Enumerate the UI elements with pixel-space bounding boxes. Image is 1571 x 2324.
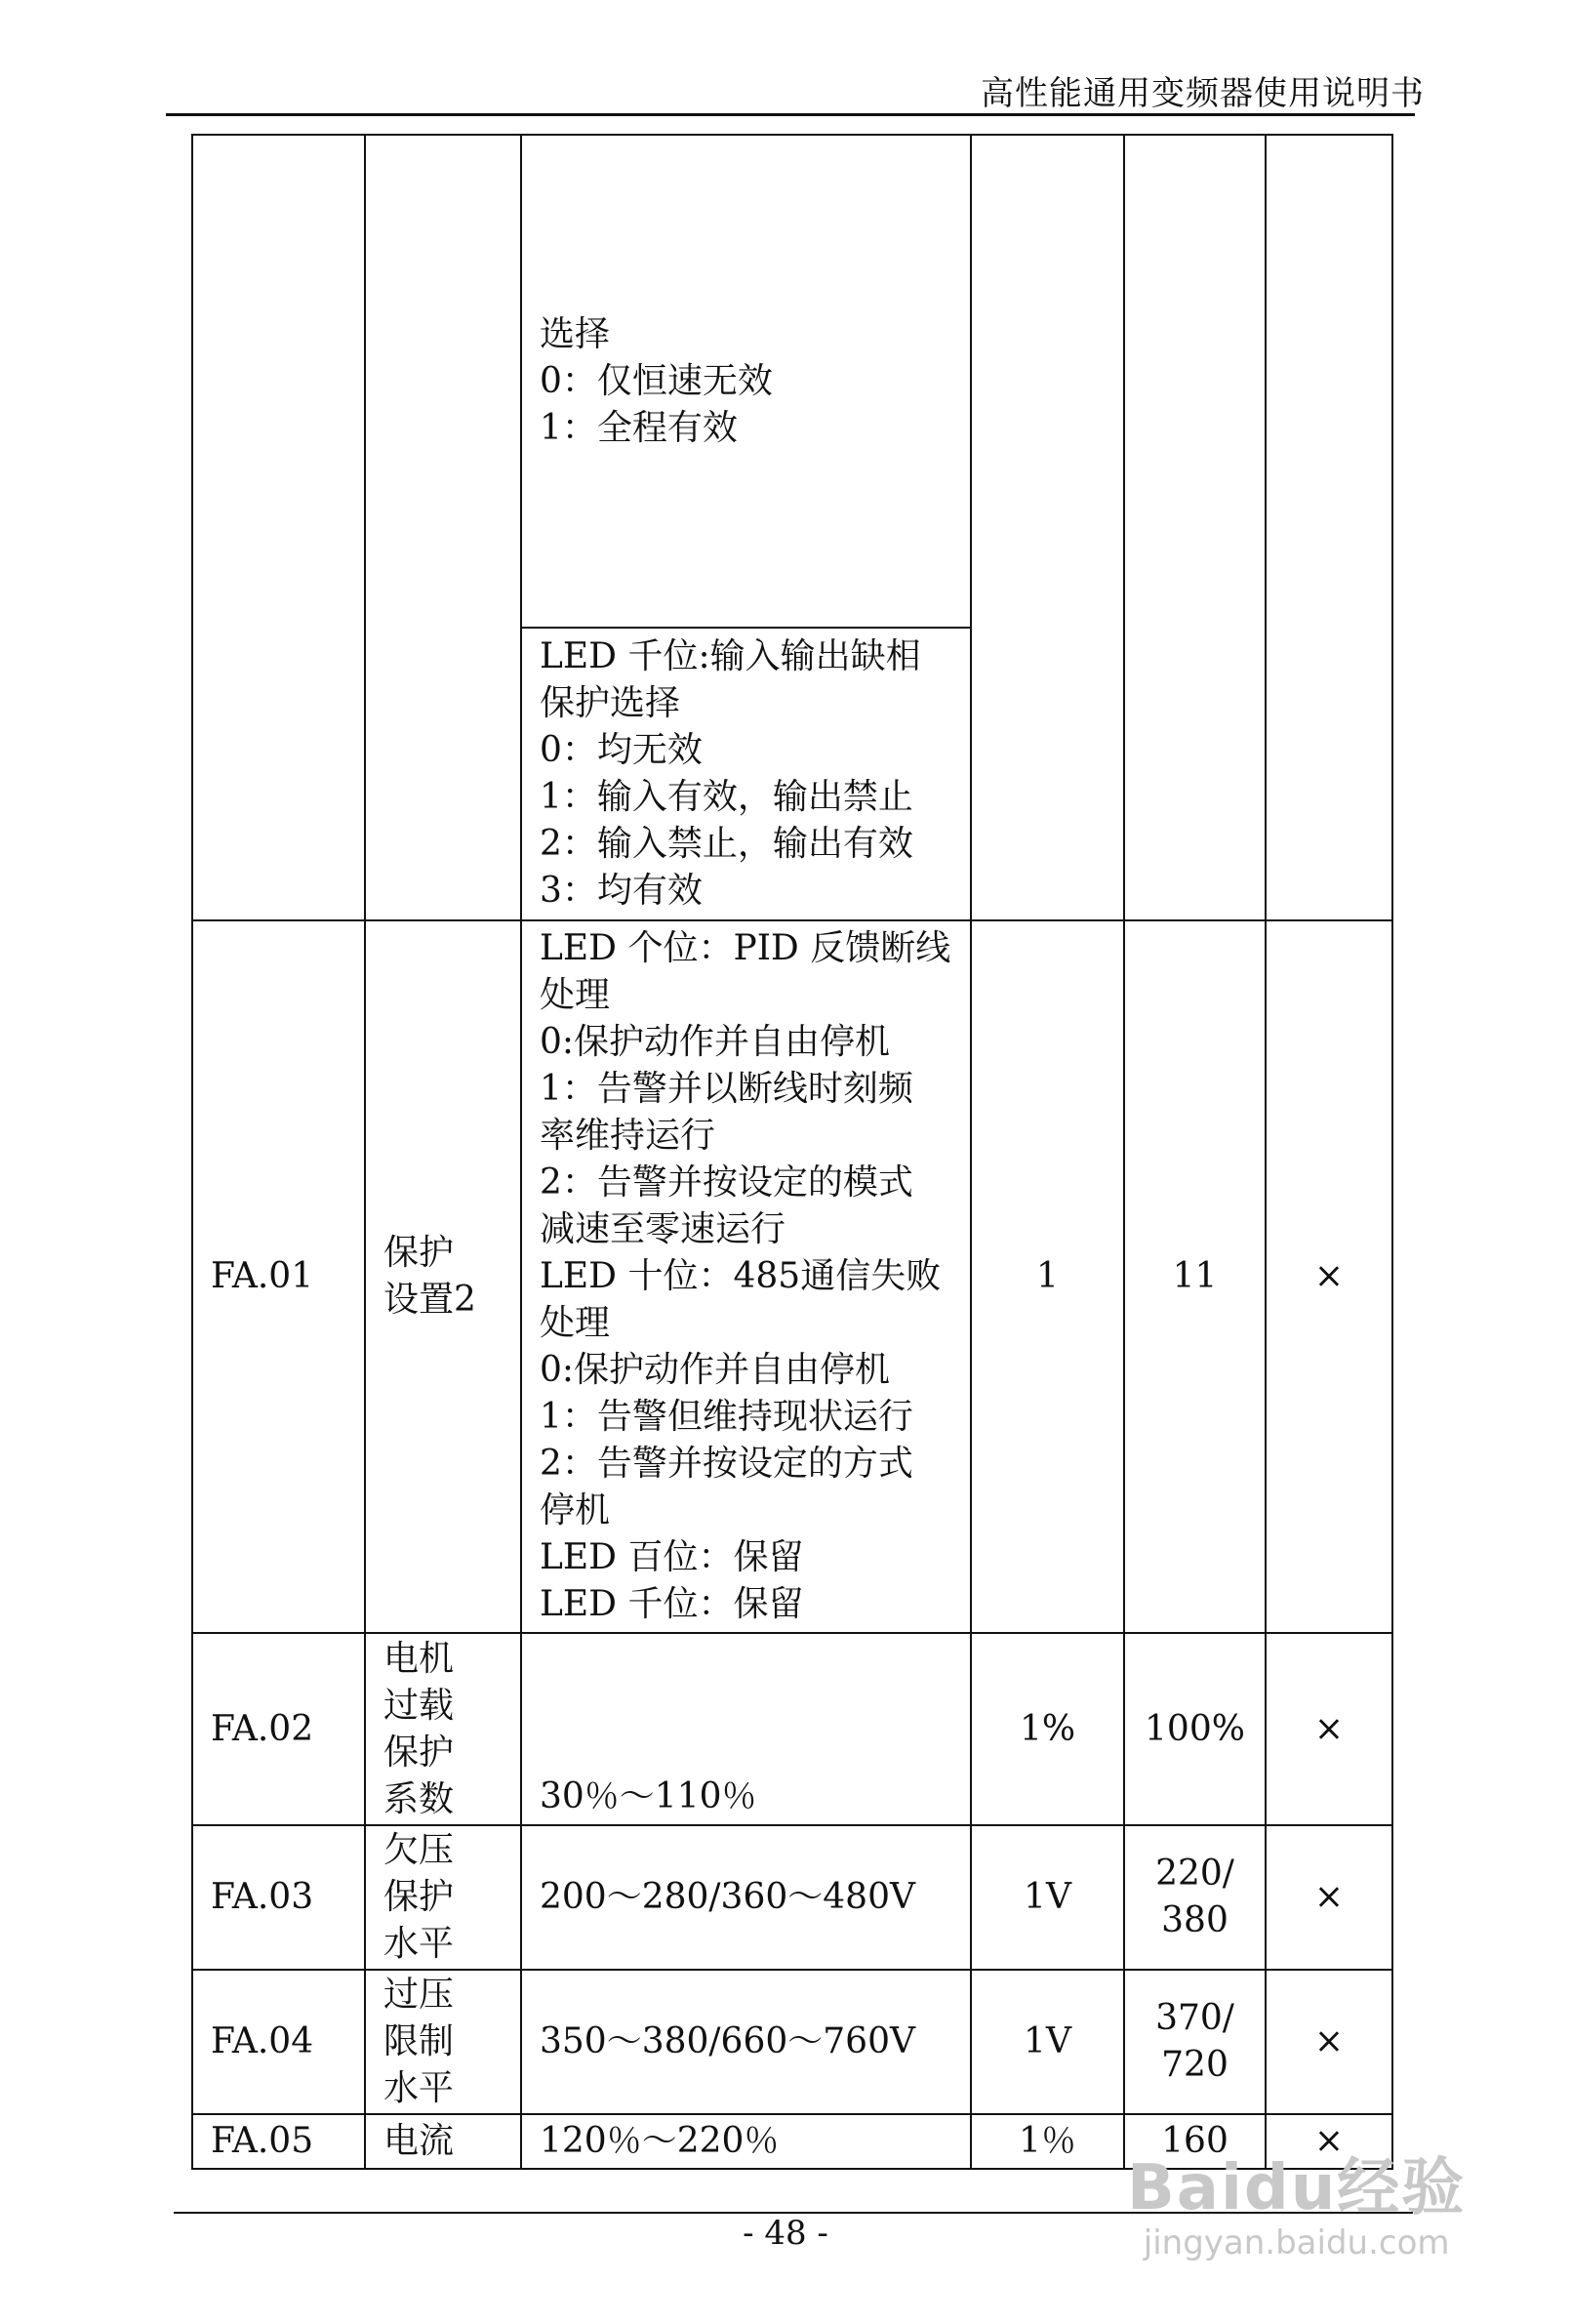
desc-line: LED 千位：保留	[540, 1584, 804, 1624]
desc-line: 处理	[540, 1303, 611, 1343]
name-line: 水平	[383, 1924, 455, 1964]
document-header-title: 高性能通用变频器使用说明书	[981, 74, 1425, 113]
factory-default-cell	[1124, 920, 1266, 1633]
desc-line: 120％～220％	[540, 2121, 780, 2161]
function-code-cell: FA.03	[192, 1825, 365, 1970]
desc-line: 处理	[540, 975, 611, 1015]
min-unit-cell	[971, 135, 1124, 920]
name-line: 水平	[383, 2068, 455, 2108]
modify-cell: ×	[1266, 1825, 1392, 1970]
desc-line: 停机	[540, 1490, 611, 1530]
setting-range-cell	[521, 2114, 971, 2169]
setting-range-cell	[521, 135, 971, 628]
min-unit-cell: 1V	[971, 1970, 1124, 2114]
table-row	[192, 135, 1392, 628]
desc-line: LED 个位：PID 反馈断线	[540, 928, 951, 968]
name-line: 保护	[383, 1877, 455, 1917]
desc-line: 0：均无效	[540, 730, 703, 770]
desc-line: 350～380/660～760V	[540, 2021, 915, 2061]
parameter-table	[191, 134, 1393, 2170]
desc-line: 0:保护动作并自由停机	[540, 1350, 891, 1390]
setting-range-cell	[521, 1970, 971, 2114]
desc-line: 3：均有效	[540, 871, 703, 911]
function-code-cell	[192, 135, 365, 920]
desc-line: 1：告警但维持现状运行	[540, 1397, 913, 1437]
desc-line: 2：告警并按设定的模式	[540, 1162, 913, 1203]
watermark	[1127, 2138, 1466, 2263]
name-line: 设置2	[383, 1280, 476, 1320]
parameter-name-cell	[365, 1825, 521, 1970]
desc-line: 1：全程有效	[540, 407, 738, 448]
factory-default-cell	[1124, 1633, 1266, 1825]
name-line: 保护	[383, 1732, 455, 1773]
desc-line: 减速至零速运行	[540, 1209, 786, 1249]
name-line: 过载	[383, 1685, 455, 1726]
name-line: 保护	[383, 1233, 455, 1273]
function-code-cell: FA.04	[192, 1970, 365, 2114]
parameter-name-cell	[365, 1970, 521, 2114]
min-unit-cell: 1%	[971, 1633, 1124, 1825]
desc-line: 保护选择	[540, 683, 681, 723]
parameter-name-cell	[365, 1633, 521, 1825]
setting-range-cell	[521, 628, 971, 920]
default-line: 160	[1161, 2121, 1229, 2161]
desc-line: LED 千位:输入输出缺相	[540, 636, 921, 676]
name-line: 电机	[383, 1638, 455, 1679]
min-unit-cell: 1V	[971, 1825, 1124, 1970]
desc-line: 1：输入有效，输出禁止	[540, 777, 913, 817]
modify-cell: ×	[1266, 2114, 1392, 2169]
desc-line: 2：告警并按设定的方式	[540, 1444, 913, 1484]
factory-default-cell	[1124, 1825, 1266, 1970]
min-unit-cell: 1	[971, 920, 1124, 1633]
default-line: 220/	[1155, 1854, 1234, 1894]
parameter-name-cell	[365, 2114, 521, 2169]
default-line: 720	[1161, 2045, 1229, 2085]
name-line: 欠压	[383, 1830, 455, 1870]
desc-line: 30％～110％	[540, 1776, 757, 1816]
desc-line: 2：输入禁止，输出有效	[540, 824, 913, 864]
setting-range-cell	[521, 920, 971, 1633]
function-code-cell: FA.05	[192, 2114, 365, 2169]
name-line: 电流	[383, 2121, 455, 2161]
default-line: 370/	[1155, 1998, 1234, 2038]
name-line: 过压	[383, 1975, 455, 2015]
function-code-cell: FA.02	[192, 1633, 365, 1825]
default-line: 380	[1161, 1900, 1229, 1940]
default-line: 100%	[1145, 1708, 1245, 1749]
table-row	[192, 1825, 1392, 1970]
name-line: 限制	[383, 2021, 455, 2061]
desc-line: 1：告警并以断线时刻频	[540, 1069, 913, 1109]
modify-cell: ×	[1266, 920, 1392, 1633]
factory-default-cell	[1124, 135, 1266, 920]
desc-line: 0：仅恒速无效	[540, 360, 773, 401]
modify-cell	[1266, 135, 1392, 920]
desc-line: LED 百位：保留	[540, 1537, 804, 1577]
desc-line: 率维持运行	[540, 1116, 716, 1156]
name-line: 系数	[383, 1778, 455, 1819]
header-divider	[166, 113, 1415, 116]
parameter-name-cell	[365, 920, 521, 1633]
table-row	[192, 920, 1392, 1633]
desc-line: 选择	[540, 313, 611, 354]
setting-range-cell	[521, 1633, 971, 1825]
default-line: 11	[1172, 1256, 1218, 1296]
page-number: - 48 -	[743, 2214, 828, 2253]
modify-cell: ×	[1266, 1970, 1392, 2114]
watermark-url: jingyan.baidu.com	[1143, 2223, 1450, 2263]
table-row	[192, 1633, 1392, 1825]
table-row	[192, 1970, 1392, 2114]
desc-line: 0:保护动作并自由停机	[540, 1022, 891, 1062]
desc-line: 200～280/360～480V	[540, 1877, 915, 1917]
setting-range-cell	[521, 1825, 971, 1970]
function-code-cell: FA.01	[192, 920, 365, 1633]
watermark-logo: Baidu经验	[1127, 2152, 1467, 2224]
factory-default-cell	[1124, 1970, 1266, 2114]
parameter-name-cell	[365, 135, 521, 920]
modify-cell: ×	[1266, 1633, 1392, 1825]
desc-line: LED 十位：485通信失败	[540, 1256, 942, 1296]
min-unit-cell: 1％	[971, 2114, 1124, 2169]
